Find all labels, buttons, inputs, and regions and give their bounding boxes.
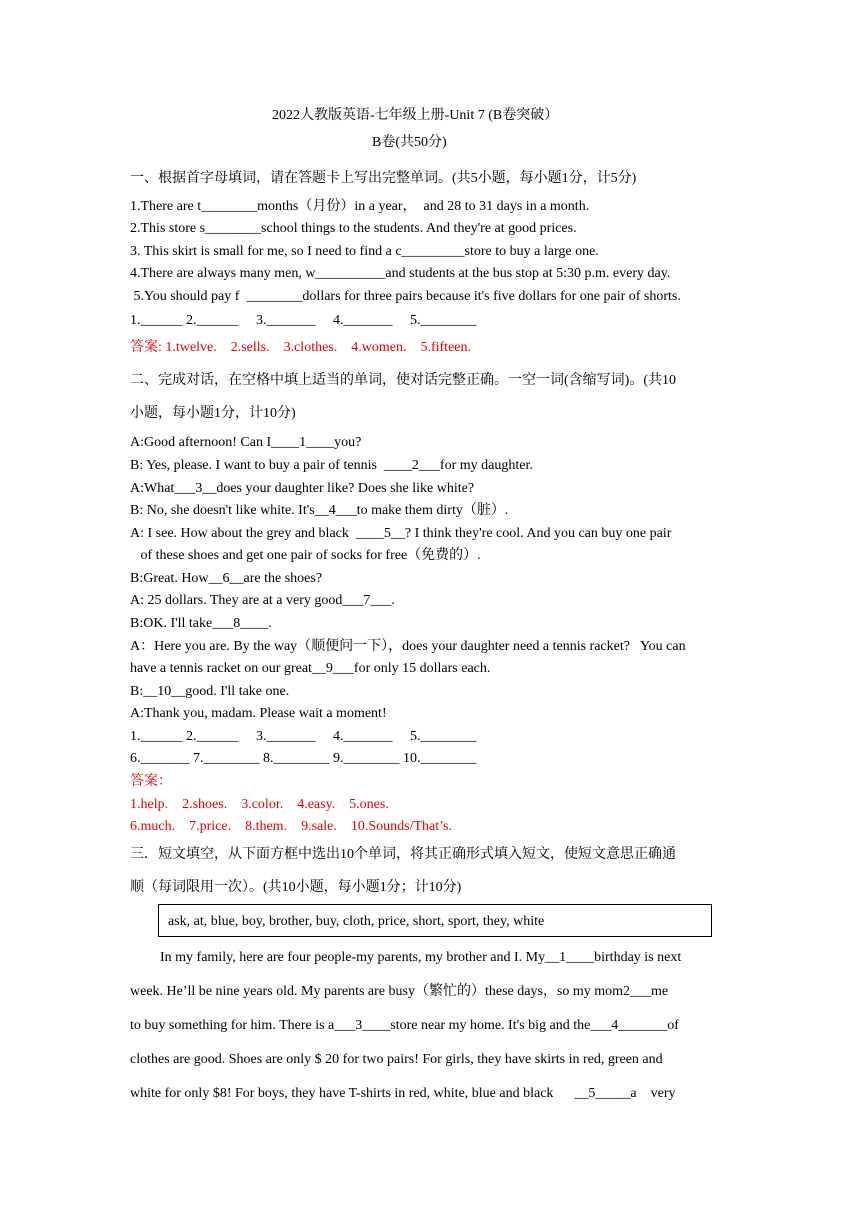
- section2-answer: 1.help. 2.shoes. 3.color. 4.easy. 5.ones.: [130, 797, 389, 812]
- dialogue-line: A: 25 dollars. They are at a very good___7___.: [130, 593, 395, 608]
- dialogue-line: A:What___3__does your daughter like? Does she like white?: [130, 481, 475, 496]
- question-2: 2.This store s________school things to the students. And they're at good prices.: [130, 221, 577, 236]
- answer-blanks: 1.______ 2.______ 3._______ 4._______ 5.________: [130, 729, 477, 744]
- dialogue-line: A:Thank you, madam. Please wait a moment!: [130, 706, 387, 721]
- passage-line: clothes are good. Shoes are only $ 20 for two pairs! For girls, they have skirts in red, green and: [130, 1052, 663, 1067]
- passage-line: week. He’ll be nine years old. My parents are busy（繁忙的）these days，so my mom2___me: [130, 984, 669, 999]
- question-1: 1.There are t________months（月份）in a year， and 28 to 31 days in a month.: [130, 199, 590, 214]
- dialogue-line: A：Here you are. By the way（顺便问一下），does your daughter need a tennis racket? You can: [130, 639, 686, 654]
- section1-answer: 答案: 1.twelve. 2.sells. 3.clothes. 4.women. 5.fifteen.: [130, 340, 471, 355]
- question-3: 3. This skirt is small for me, so I need to find a c_________store to buy a large one.: [130, 244, 599, 259]
- dialogue-line: B:OK. I'll take___8____.: [130, 616, 272, 631]
- dialogue-line: A:Good afternoon! Can I____1____you?: [130, 435, 362, 450]
- section3-heading-line2: 顺（每词限用一次）。(共10小题，每小题1分；计10分): [130, 880, 462, 895]
- passage-line: In my family, here are four people-my parents, my brother and I. My__1____birthday is next: [160, 950, 682, 965]
- dialogue-line: B: No, she doesn't like white. It's__4___to make them dirty（脏）.: [130, 503, 509, 518]
- dialogue-line: B: Yes, please. I want to buy a pair of tennis ____2___for my daughter.: [130, 458, 533, 473]
- section2-heading-line2: 小题，每小题1分，计10分): [130, 406, 296, 421]
- section3-heading-line1: 三．短文填空，从下面方框中选出10个单词，将其正确形式填入短文，使短文意思正确通: [130, 847, 676, 862]
- section2-answer-label: 答案：: [130, 774, 172, 789]
- dialogue-line: B:__10__good. I'll take one.: [130, 684, 290, 699]
- passage-line: to buy something for him. There is a___3____store near my home. It's big and the___4_______of: [130, 1018, 679, 1033]
- document-title: 2022人教版英语-七年级上册-Unit 7 (B卷突破）: [272, 108, 559, 123]
- question-4: 4.There are always many men, w__________and students at the bus stop at 5:30 p.m. every day.: [130, 266, 671, 281]
- question-5: 5.You should pay f ________dollars for three pairs because it's five dollars for one pair of shorts.: [130, 289, 681, 304]
- section1-heading: 一、根据首字母填词，请在答题卡上写出完整单词。(共5小题，每小题1分，计5分): [130, 171, 637, 186]
- section2-heading-line1: 二、完成对话，在空格中填上适当的单词，使对话完整正确。一空一词(含缩写词)。(共10: [130, 373, 676, 388]
- dialogue-line: have a tennis racket on our great__9___for only 15 dollars each.: [130, 661, 491, 676]
- dialogue-line: of these shoes and get one pair of socks for free（免费的）.: [130, 548, 481, 563]
- answer-blanks: 1.______ 2.______ 3._______ 4._______ 5.________: [130, 313, 477, 328]
- dialogue-line: A: I see. How about the grey and black ____5__? I think they're cool. And you can buy one pair: [130, 526, 672, 541]
- section2-answer: 6.much. 7.price. 8.them. 9.sale. 10.Sounds/That’s.: [130, 819, 452, 834]
- document-subtitle: B卷(共50分): [372, 135, 447, 150]
- word-box-text: ask, at, blue, boy, brother, buy, cloth, price, short, sport, they, white: [168, 914, 545, 929]
- dialogue-line: B:Great. How__6__are the shoes?: [130, 571, 323, 586]
- answer-blanks: 6._______ 7.________ 8.________ 9.________ 10.________: [130, 751, 477, 766]
- passage-line: white for only $8! For boys, they have T-shirts in red, white, blue and black __5_____a very: [130, 1086, 676, 1101]
